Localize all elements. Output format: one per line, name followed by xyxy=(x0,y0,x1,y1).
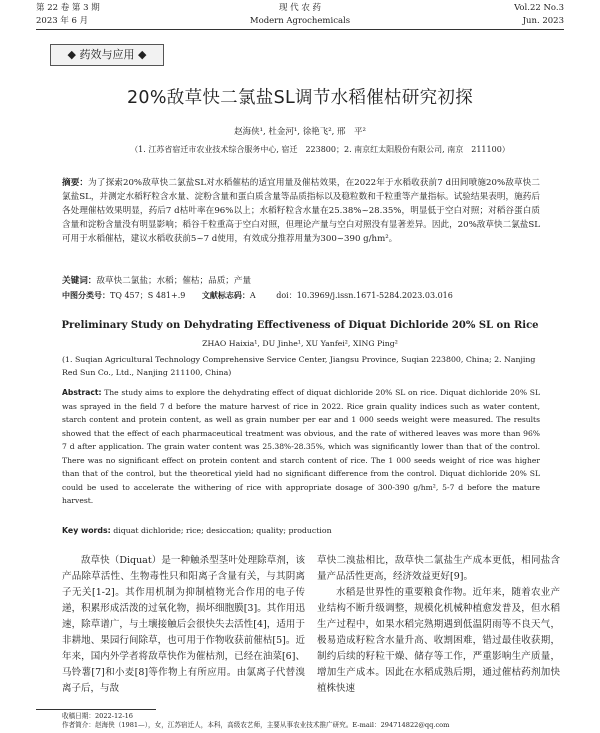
journal-en: Modern Agrochemicals xyxy=(249,16,351,26)
abstract-label-en: Abstract: xyxy=(62,388,102,397)
date-en: Jun. 2023 xyxy=(522,16,564,26)
clc-label: 中图分类号： xyxy=(62,291,110,300)
footnote-author-info: 作者简介：赵海侠（1981—），女，江苏宿迁人，本科，高级农艺师，主要从事农业技术推广研究。E-mail：294714822@qq.com xyxy=(62,721,450,729)
footnote-rule xyxy=(36,709,156,710)
keywords-label-cn: 关键词： xyxy=(62,276,97,286)
date-cn: 2023 年 6 月 xyxy=(36,16,89,26)
page-title-en: Preliminary Study on Dehydrating Effectiveness of Diquat Dichloride 20% SL on Rice xyxy=(61,320,539,331)
abstract-en xyxy=(62,386,540,508)
clc-value: TQ 457；S 481+.9 xyxy=(110,291,186,300)
volume-en: Vol.22 No.3 xyxy=(514,3,564,13)
body-paragraph: 草快二溴盐相比，敌草快二氯盐生产成本更低，相同盐含量产品活性更高，经济效益更好[9]。 xyxy=(317,555,560,582)
section-tag: ◆ 药效与应用 ◆ xyxy=(50,44,164,66)
doi-label: doi： xyxy=(276,291,297,300)
keywords-en xyxy=(62,526,540,535)
affiliation-cn: （1. 江苏省宿迁市农业技术综合服务中心, 宿迁 223800；2. 南京红太阳股份有限公司, 南京 211100） xyxy=(130,145,510,154)
abstract-label-cn: 摘要： xyxy=(62,178,89,188)
authors-en: ZHAO Haixia¹, DU Jinhe¹, XU Yanfei², XING Ping² xyxy=(202,339,398,348)
volume-cn: 第 22 卷 第 3 期 xyxy=(36,3,100,13)
doi-value: 10.3969/j.issn.1671-5284.2023.03.016 xyxy=(296,291,453,300)
body-column-left xyxy=(62,553,305,697)
abstract-cn xyxy=(62,176,540,246)
classification-line xyxy=(62,289,540,303)
affiliation-en: (1. Suqian Agricultural Technology Comprehensive Service Center, Jiangsu Province, Suqian 223800, China; 2. Nanjing Red Sun Co., Ltd., Nanjing 211100, China) xyxy=(62,355,536,377)
authors-cn: 赵海侠¹, 杜金河¹, 徐艳飞², 邢 平² xyxy=(234,127,366,137)
body-column-right xyxy=(317,553,560,697)
abstract-text-en: The study aims to explore the dehydrating effect of diquat dichloride 20% SL on rice. Diquat dichloride 20% SL was sprayed in the field 7 d before the mature harvest of rice in 2022. Rice grain quality indices such as water content, starch content and protein content, as well as grain number per ear and 1 000 seeds weight were measured. The results showed that the effect of each pharmaceutical treatment was obvious, and the rate of withered leaves was more than 96% 7 d after application. The grain water content was 25.38%-28.35%, which was significantly lower than that of the control. There was no significant effect on protein content and starch content of rice. The 1 000 seeds weight of rice was higher than that of the control, but the theoretical yield had no significant difference from the control. Diquat dichloride 20% SL could be used to accelerate the withering of rice with appropriate dosage of 300-390 g/hm², 5-7 d before the mature harvest. xyxy=(62,388,540,505)
journal-cn: 现 代 农 药 xyxy=(278,3,322,13)
body-paragraph: 敌草快（Diquat）是一种触杀型茎叶处理除草剂，该产品除草活性、生物毒性只和阳离子含量有关，与其阴离子无关[1-2]。其作用机制为抑制植物光合作用的电子传递，积累形成活泼的过氧化物，损坏细胞膜[3]。其作用迅速，除草谱广，与土壤接触后会很快失去活性[4]，适用于非耕地、果园行间除草，也可用于作物收获前催枯[5]。近年来，国内外学者将敌草快作为催枯剂，已经在油菜[6]、马铃薯[7]和小麦[8]等作物上有所应用。由氯离子代替溴离子后，与敌 xyxy=(62,555,305,694)
keywords-text-en: diquat dichloride; rice; desiccation; quality; production xyxy=(113,526,332,535)
page-title-cn: 20%敌草快二氯盐SL调节水稻催枯研究初探 xyxy=(126,88,474,108)
footnote-received: 收稿日期：2022-12-16 xyxy=(62,712,133,720)
keywords-cn xyxy=(62,274,540,288)
body-paragraph: 水稻是世界性的重要粮食作物。近年来，随着农业产业结构不断升级调整，规模化机械种植愈发普及，但水稻生产过程中，如果水稻完熟期遇到低温阴雨等不良天气，极易造成籽粒含水量升高、收割困难，错过最佳收获期，制约后续的籽粒干燥、储存等工作，严重影响生产质量，增加生产成本。因此在水稻成熟后期，通过催枯药剂加快植株快速 xyxy=(317,587,560,694)
keywords-text-cn: 敌草快二氯盐；水稻；催枯；品质；产量 xyxy=(96,276,252,286)
doc-value: A xyxy=(249,291,256,300)
abstract-text-cn: 为了探索20%敌草快二氯盐SL对水稻催枯的适宜用量及催枯效果，在2022年于水稻收获前7 d田间喷施20%敌草快二氯盐SL，并测定水稻籽粒含水量、淀粉含量和蛋白质含量等品质指标以及稳粒数和千粒重等产量指标。试验结果表明，施药后各处理催枯效果明显，药后7 d枯叶率在96%以上；水稻籽粒含水量在25.38%~28.35%，明显低于空白对照；对稻谷蛋白质含量和淀粉含量没有明显影响；稻谷千粒重高于空白对照，但理论产量与空白对照没有显著差异。因此，20%敌草快二氯盐SL可用于水稻催枯，建议水稻收获前5~7 d使用，有效成分推荐用量为300~390 g/hm²。 xyxy=(62,178,540,244)
keywords-label-en: Key words: xyxy=(62,526,111,535)
header-rule xyxy=(36,29,564,30)
doc-label: 文献标志码： xyxy=(201,291,250,300)
